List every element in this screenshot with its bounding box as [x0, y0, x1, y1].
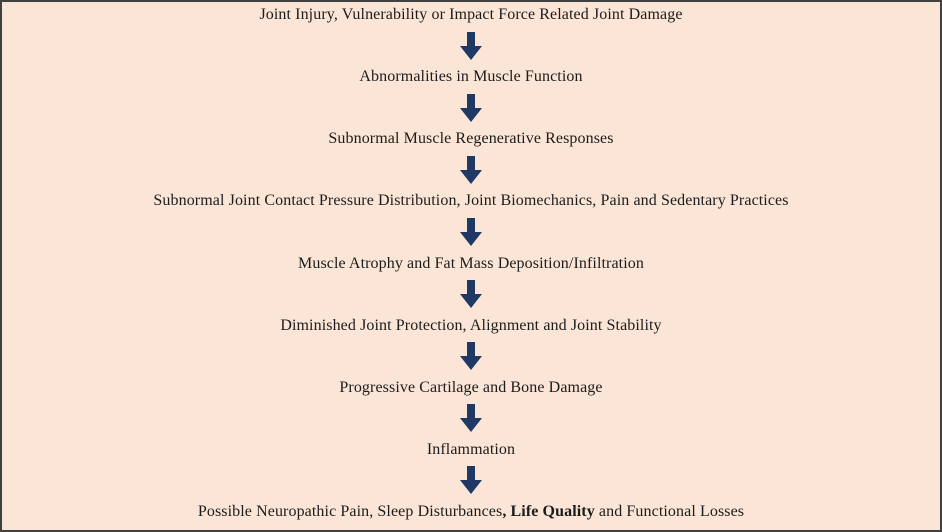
flow-step-regenerative-responses: Subnormal Muscle Regenerative Responses — [328, 130, 614, 148]
flow-step-muscle-function: Abnormalities in Muscle Function — [359, 68, 583, 86]
final-step-segment: and Functional Losses — [594, 503, 745, 520]
final-step-segment: Possible Neuropathic Pain, Sleep Disturbances — [197, 503, 503, 520]
flow-step-inflammation: Inflammation — [426, 440, 516, 458]
down-arrow-icon — [460, 218, 482, 246]
flow-step-cartilage-bone-damage: Progressive Cartilage and Bone Damage — [339, 378, 603, 396]
down-arrow-icon — [460, 342, 482, 370]
flow-step-muscle-atrophy: Muscle Atrophy and Fat Mass Deposition/Infiltration — [298, 254, 644, 272]
flow-step-final-outcomes — [198, 503, 744, 520]
flow-step-joint-injury: Joint Injury, Vulnerability or Impact Force Related Joint Damage — [259, 6, 683, 23]
flow-step-joint-protection: Diminished Joint Protection, Alignment and Joint Stability — [280, 316, 662, 334]
down-arrow-icon — [460, 466, 482, 494]
down-arrow-icon — [460, 156, 482, 184]
flow-step-pressure-distribution: Subnormal Joint Contact Pressure Distribution, Joint Biomechanics, Pain and Sedentary Practices — [153, 192, 789, 210]
down-arrow-icon — [460, 280, 482, 308]
down-arrow-icon — [460, 404, 482, 432]
final-step-segment-bold: , Life Quality — [502, 503, 595, 520]
down-arrow-icon — [460, 94, 482, 122]
down-arrow-icon — [460, 32, 482, 60]
